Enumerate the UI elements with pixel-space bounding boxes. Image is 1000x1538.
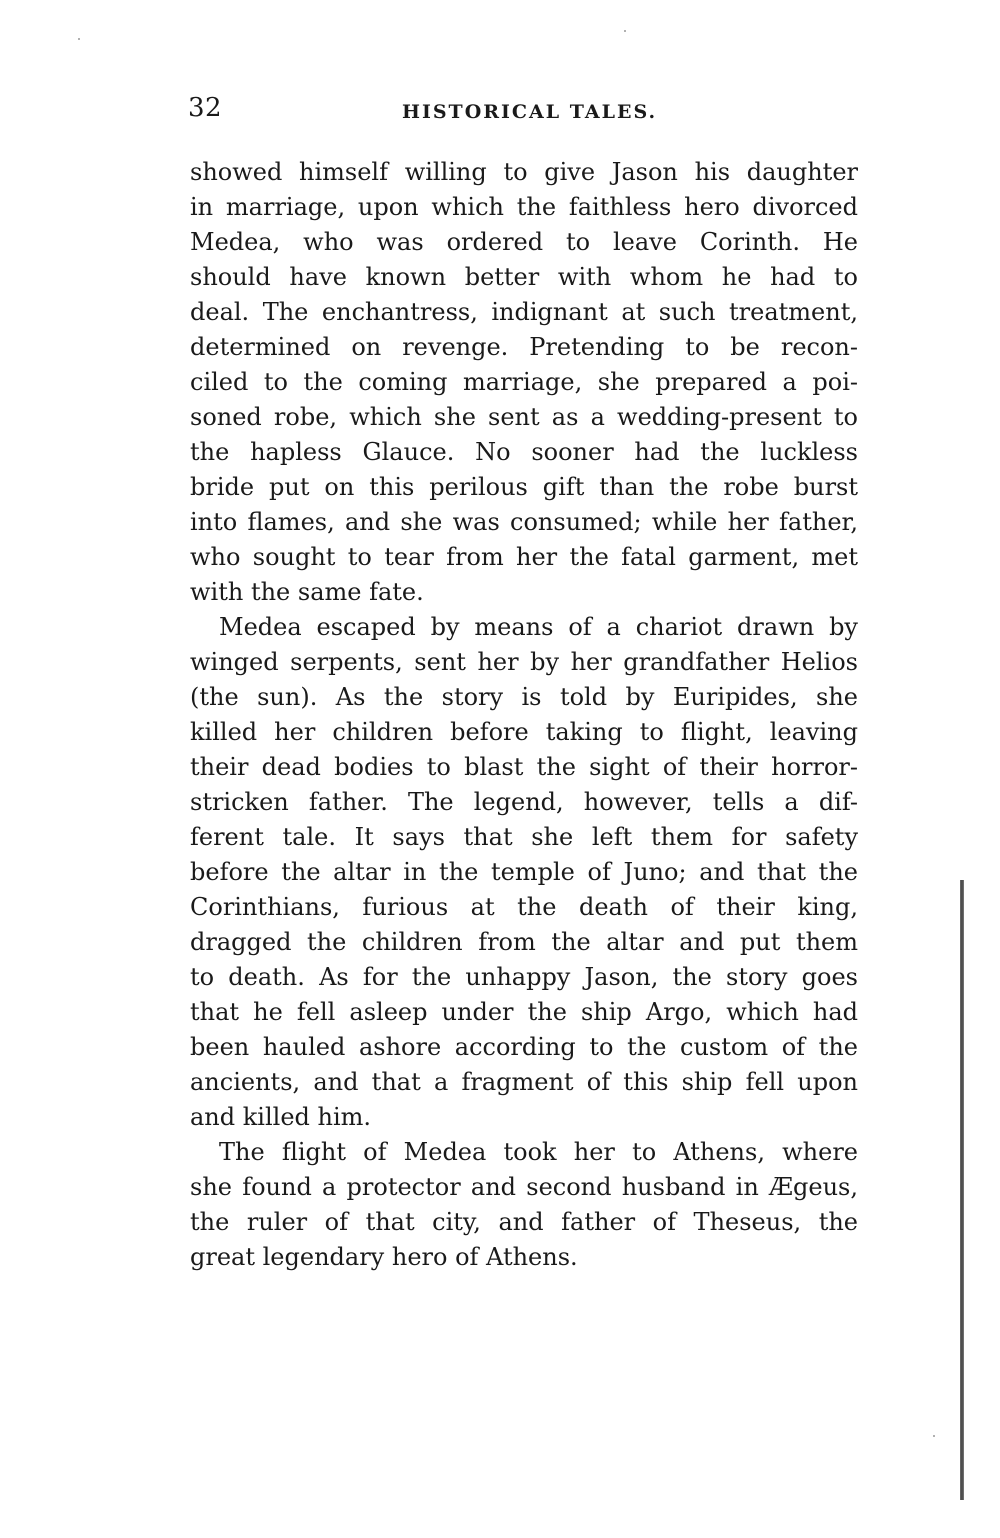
text-line: before the altar in the temple of Juno; and that the bbox=[190, 858, 858, 886]
paragraph bbox=[190, 610, 858, 1135]
text-line: that he fell asleep under the ship Argo, which had bbox=[190, 998, 858, 1026]
text-line: been hauled ashore according to the custom of the bbox=[190, 1033, 858, 1061]
text-line: great legendary hero of Athens. bbox=[190, 1243, 578, 1271]
text-line: the hapless Glauce. No sooner had the luckless bbox=[190, 438, 858, 466]
text-line: their dead bodies to blast the sight of their horror- bbox=[190, 753, 858, 781]
paragraph bbox=[190, 155, 858, 610]
text-line: killed her children before taking to flight, leaving bbox=[190, 718, 858, 746]
paper-speck bbox=[624, 30, 626, 32]
text-line: (the sun). As the story is told by Euripides, she bbox=[190, 683, 858, 711]
text-line: dragged the children from the altar and put them bbox=[190, 928, 858, 956]
text-line: in marriage, upon which the faithless hero divorced bbox=[190, 193, 858, 221]
text-line: Medea escaped by means of a chariot drawn by bbox=[219, 613, 858, 641]
text-line: who sought to tear from her the fatal garment, met bbox=[190, 543, 858, 571]
text-line: stricken father. The legend, however, tells a dif- bbox=[190, 788, 858, 816]
text-line: with the same fate. bbox=[190, 578, 424, 606]
text-line: soned robe, which she sent as a wedding-present to bbox=[190, 403, 858, 431]
text-line: should have known better with whom he had to bbox=[190, 263, 858, 291]
running-title: HISTORICAL TALES. bbox=[402, 101, 658, 123]
text-line: she found a protector and second husband in Ægeus, bbox=[190, 1173, 858, 1201]
text-line: the ruler of that city, and father of Theseus, the bbox=[190, 1208, 858, 1236]
text-line: bride put on this perilous gift than the robe burst bbox=[190, 473, 858, 501]
text-line: ancients, and that a fragment of this ship fell upon bbox=[190, 1068, 858, 1096]
text-line: showed himself willing to give Jason his daughter bbox=[190, 158, 858, 186]
text-line: to death. As for the unhappy Jason, the story goes bbox=[190, 963, 858, 991]
text-line: ferent tale. It says that she left them for safety bbox=[190, 823, 858, 851]
paper-speck bbox=[78, 38, 80, 40]
text-line: Corinthians, furious at the death of their king, bbox=[190, 893, 858, 921]
text-line: into flames, and she was consumed; while her father, bbox=[190, 508, 858, 536]
text-line: Medea, who was ordered to leave Corinth. He bbox=[190, 228, 858, 256]
text-line: winged serpents, sent her by her grandfather Helios bbox=[190, 648, 858, 676]
text-line: ciled to the coming marriage, she prepared a poi- bbox=[190, 368, 858, 396]
paragraph bbox=[190, 1135, 858, 1275]
text-line: deal. The enchantress, indignant at such treatment, bbox=[190, 298, 858, 326]
text-line: and killed him. bbox=[190, 1103, 372, 1131]
page-number: 32 bbox=[188, 93, 223, 123]
paper-speck bbox=[933, 1435, 935, 1437]
page-binding-edge bbox=[960, 880, 964, 1500]
text-line: determined on revenge. Pretending to be recon- bbox=[190, 333, 858, 361]
body-text bbox=[190, 155, 858, 1275]
text-line: The flight of Medea took her to Athens, where bbox=[219, 1138, 858, 1166]
